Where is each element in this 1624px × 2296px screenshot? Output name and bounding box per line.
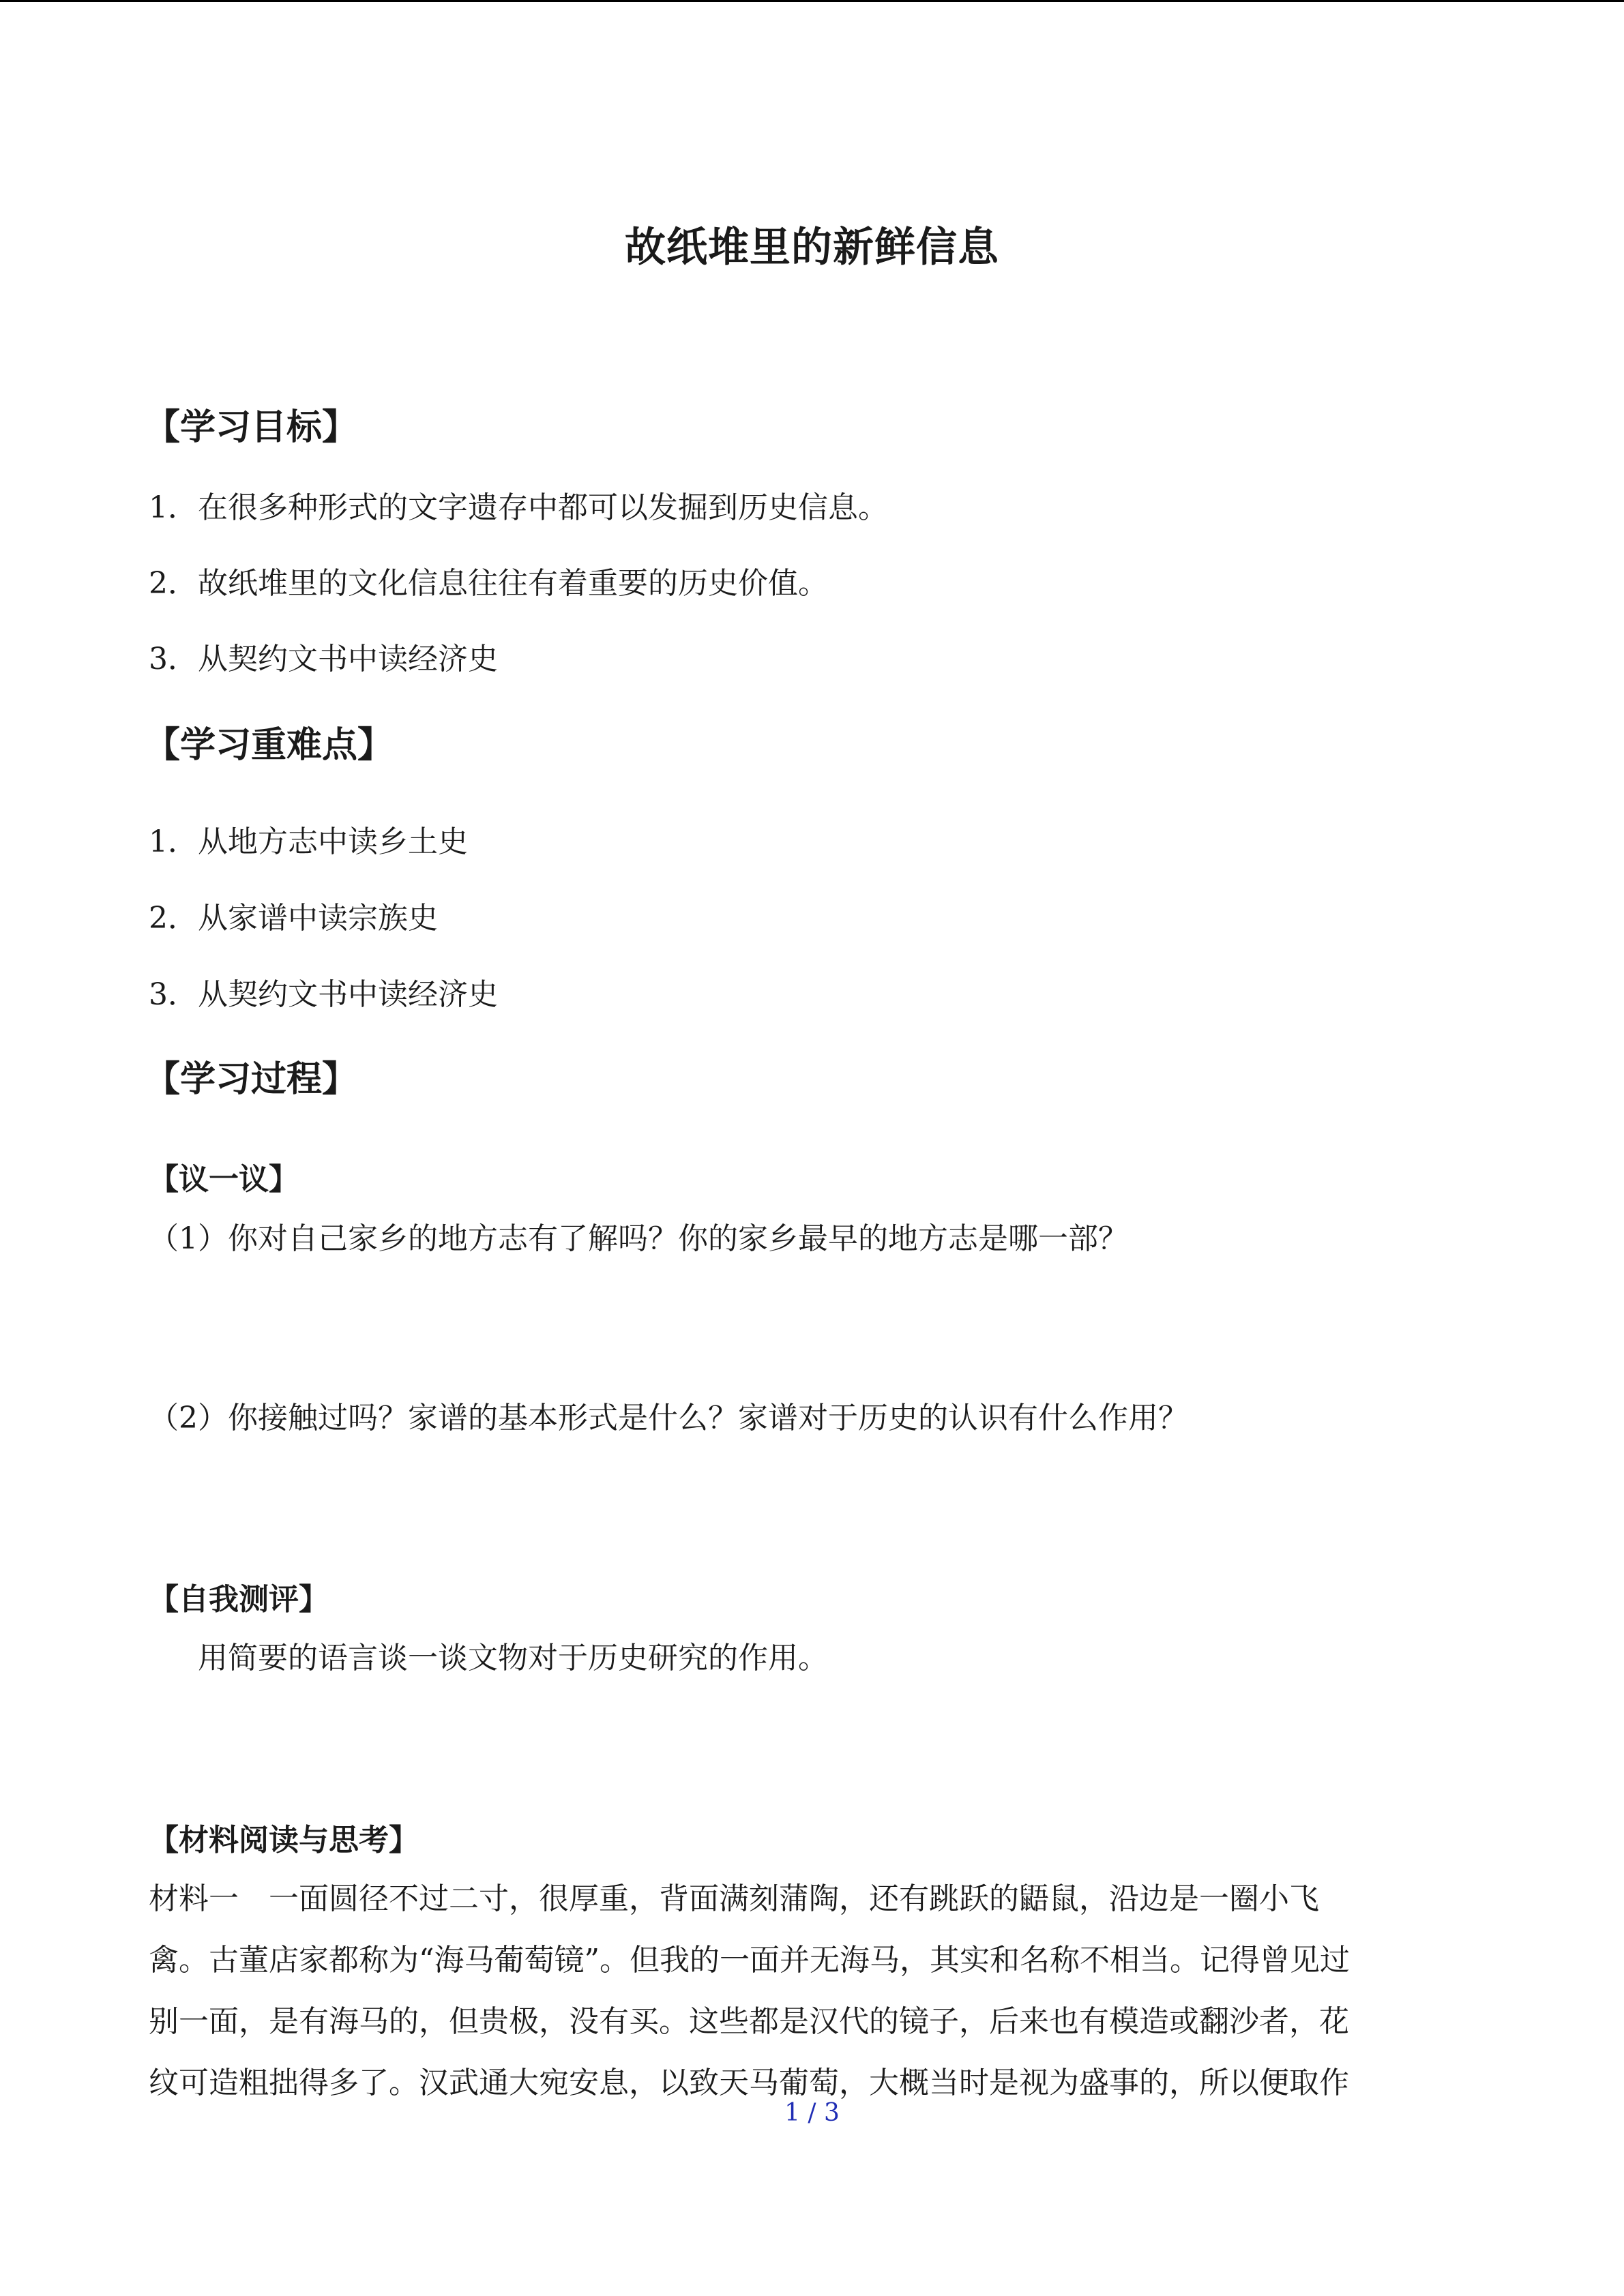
reading-material-line-2: 禽。古董店家都称为“海马葡萄镜”。但我的一面并无海马，其实和名称不相当。记得曾见过 (149, 1943, 1350, 1978)
reading-material-line-3: 别一面，是有海马的，但贵极，没有买。这些都是汉代的镜子，后来也有模造或翻沙者，花 (149, 2004, 1349, 2039)
key-point-item-1: 1．从地方志中读乡土史 (149, 824, 468, 859)
discuss-question-2: （2）你接触过吗？家谱的基本形式是什么？家谱对于历史的认识有什么作用？ (149, 1401, 1188, 1435)
process-heading: 【学习过程】 (145, 1058, 358, 1100)
reading-heading: 【材料阅读与思考】 (149, 1823, 419, 1858)
document-title: 故纸堆里的新鲜信息 (625, 224, 999, 271)
discuss-heading: 【议一议】 (149, 1162, 299, 1197)
key-point-item-3: 3．从契约文书中读经济史 (149, 977, 498, 1012)
objective-item-3: 3．从契约文书中读经济史 (149, 642, 498, 676)
objectives-heading: 【学习目标】 (145, 406, 358, 448)
discuss-question-1: （1）你对自己家乡的地方志有了解吗？你的家乡最早的地方志是哪一部？ (149, 1221, 1128, 1256)
key-point-item-2: 2．从家谱中读宗族史 (149, 901, 438, 936)
objective-item-1: 1．在很多种形式的文字遗存中都可以发掘到历史信息。 (149, 490, 888, 525)
reading-material-line-4: 纹可造粗拙得多了。汉武通大宛安息，以致天马葡萄，大概当时是视为盛事的，所以便取作 (149, 2066, 1349, 2100)
self-test-heading: 【自我测评】 (149, 1582, 329, 1617)
key-points-heading: 【学习重难点】 (145, 724, 394, 766)
reading-material-line-1: 材料一 一面圆径不过二寸，很厚重，背面满刻蒲陶，还有跳跃的鼯鼠，沿边是一圈小飞 (149, 1881, 1319, 1916)
page-indicator: 1 / 3 (784, 2099, 840, 2127)
objective-item-2: 2．故纸堆里的文化信息往往有着重要的历史价值。 (149, 566, 828, 601)
self-test-prompt: 用简要的语言谈一谈文物对于历史研究的作用。 (198, 1641, 828, 1675)
